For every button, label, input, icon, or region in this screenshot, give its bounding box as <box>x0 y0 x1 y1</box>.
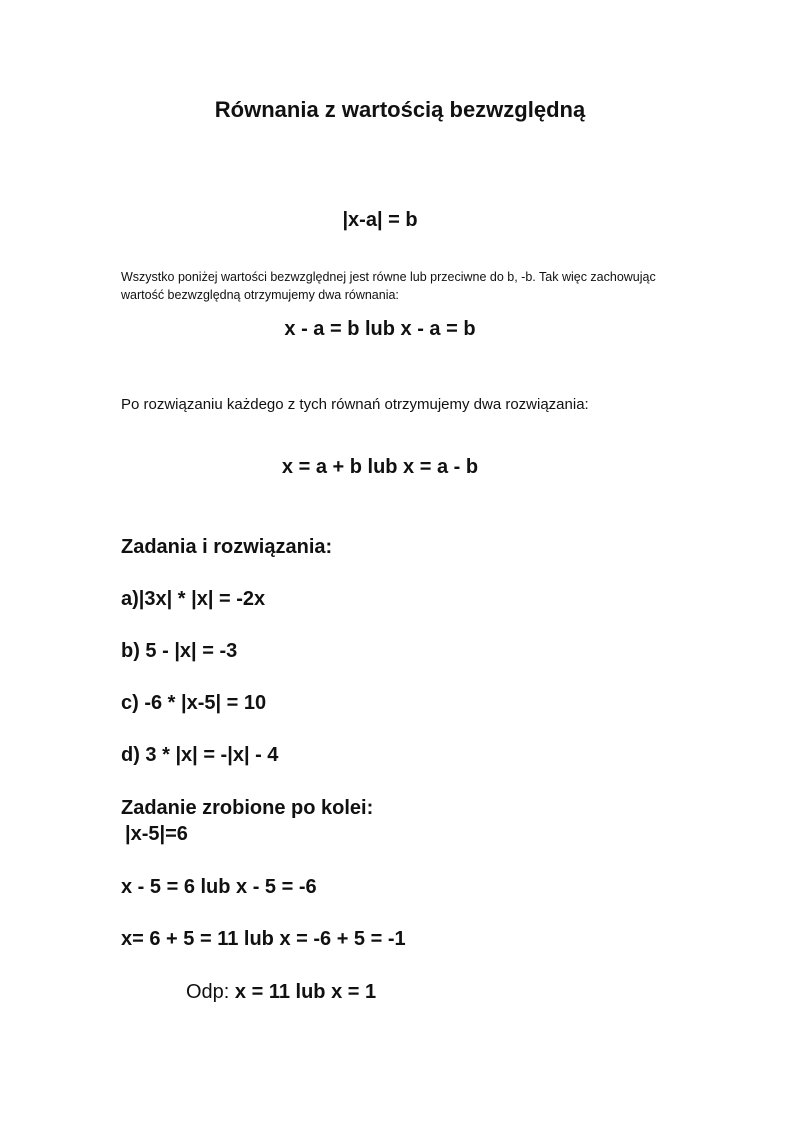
equation-pair: x - a = b lub x - a = b <box>284 318 476 340</box>
intro-paragraph: Wszystko poniżej wartości bezwzględnej jest równe lub przeciwne do b, -b. Tak więc zachowując wartość bezwzględną otrzymujemy dwa równania: <box>121 270 656 302</box>
task-a: a)|3x| * |x| = -2x <box>121 588 266 610</box>
task-b: b) 5 - |x| = -3 <box>121 640 238 662</box>
worked-step-2: x - 5 = 6 lub x - 5 = -6 <box>121 876 317 898</box>
solving-paragraph: Po rozwiązaniu każdego z tych równań otrzymujemy dwa rozwiązania: <box>121 396 589 413</box>
worked-step-1: |x-5|=6 <box>125 823 188 845</box>
solution-pair: x = a + b lub x = a - b <box>281 456 479 478</box>
tasks-heading: Zadania i rozwiązania: <box>121 536 333 558</box>
answer-label: Odp: <box>186 981 230 1003</box>
answer-value: x = 11 lub x = 1 <box>234 981 377 1003</box>
worked-example-heading: Zadanie zrobione po kolei: <box>121 797 374 819</box>
page-title: Równania z wartością bezwzględną <box>214 97 586 122</box>
main-formula: |x-a| = b <box>342 209 418 231</box>
task-c: c) -6 * |x-5| = 10 <box>121 692 267 714</box>
task-d: d) 3 * |x| = -|x| - 4 <box>121 744 279 766</box>
worked-step-3: x= 6 + 5 = 11 lub x = -6 + 5 = -1 <box>121 928 406 950</box>
answer-line <box>186 981 376 1004</box>
